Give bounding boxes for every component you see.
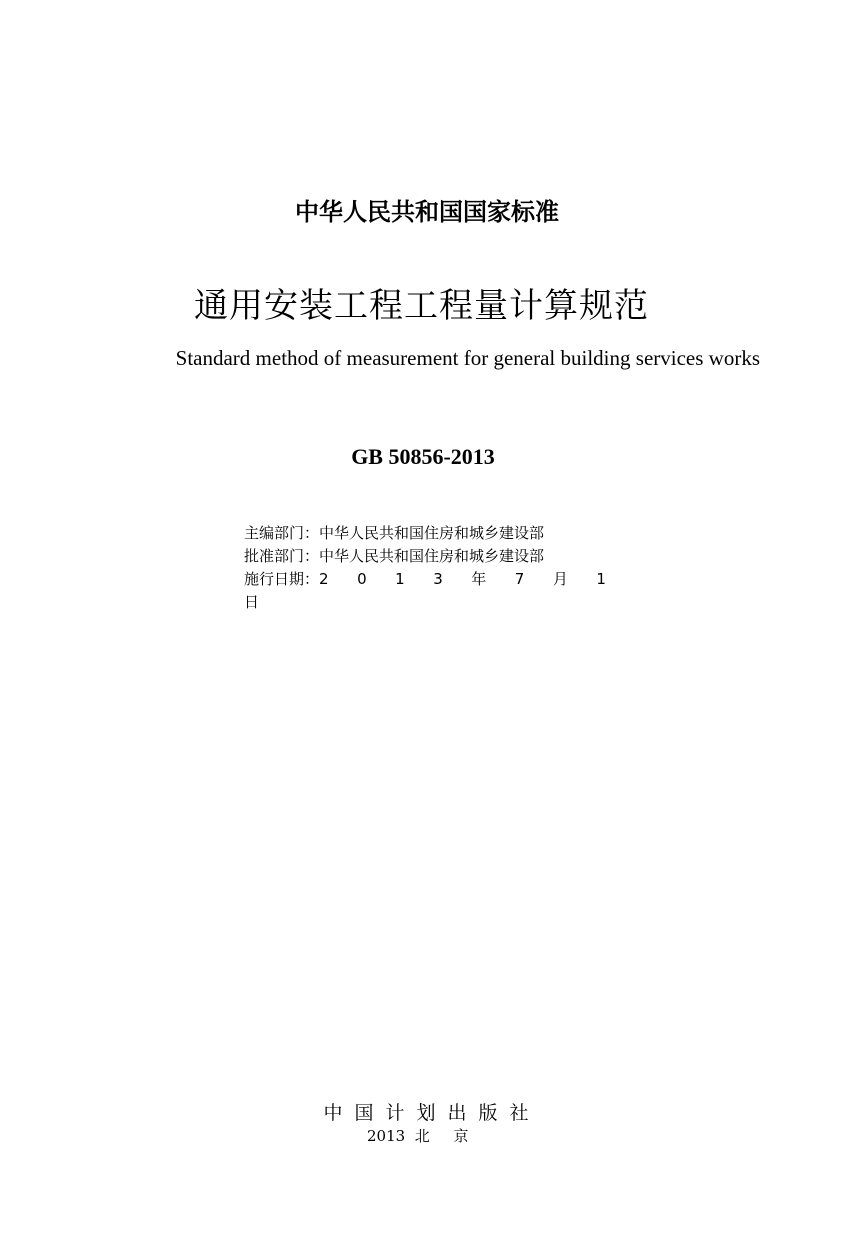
effective-date-part: 1 xyxy=(395,570,405,588)
national-standard-heading: 中华人民共和国国家标准 xyxy=(295,198,559,226)
effective-date-part: 月 xyxy=(552,570,568,588)
metadata-block xyxy=(244,522,606,614)
effective-date-part: 7 xyxy=(514,570,525,588)
publisher-name: 中国计划出版社 xyxy=(323,1102,541,1124)
effective-date-part: 年 xyxy=(471,570,487,588)
publication-year-city: 2013 北 京 xyxy=(367,1127,469,1145)
effective-date xyxy=(244,568,606,591)
effective-date-part: 0 xyxy=(357,570,367,588)
chinese-title: 通用安装工程工程量计算规范 xyxy=(194,286,649,326)
english-title: Standard method of measurement for general building services works xyxy=(175,346,760,370)
standard-code: GB 50856-2013 xyxy=(351,444,495,469)
effective-date-tail: 日 xyxy=(244,593,260,611)
effective-date-part: 1 xyxy=(596,570,606,588)
approval-department: 批准部门：中华人民共和国住房和城乡建设部 xyxy=(244,547,545,565)
effective-date-part: 施行日期：2 xyxy=(244,570,329,588)
editor-department: 主编部门：中华人民共和国住房和城乡建设部 xyxy=(244,524,545,542)
effective-date-part: 3 xyxy=(433,570,443,588)
